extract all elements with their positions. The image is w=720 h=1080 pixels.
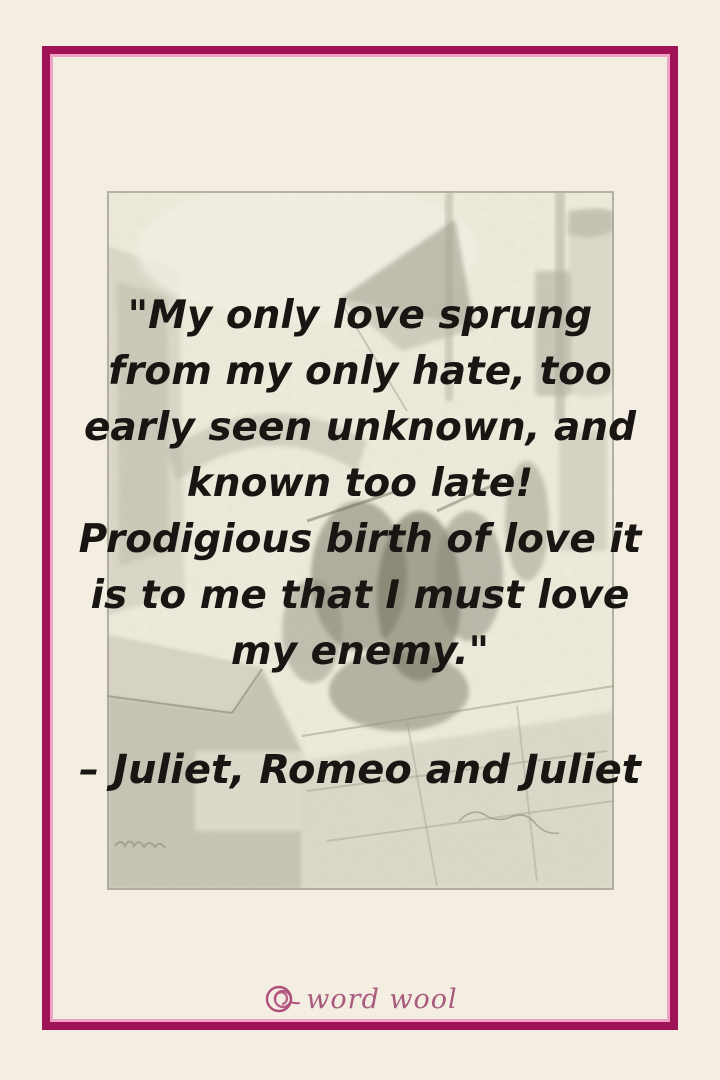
quote-line: Prodigious birth of love it [78,517,642,562]
quote-line: early seen unknown, and [83,405,637,450]
border-frame [42,46,678,1030]
quote-line: known too late! [186,461,534,506]
quote-attribution: – Juliet, Romeo and Juliet [79,747,641,793]
quote-line: "My only love sprung [127,293,593,338]
quote-line: from my only hate, too [108,349,612,394]
quote-line: is to me that I must love [90,573,630,618]
quote-line: my enemy." [231,629,489,674]
logo-text: word wool [306,983,458,1015]
